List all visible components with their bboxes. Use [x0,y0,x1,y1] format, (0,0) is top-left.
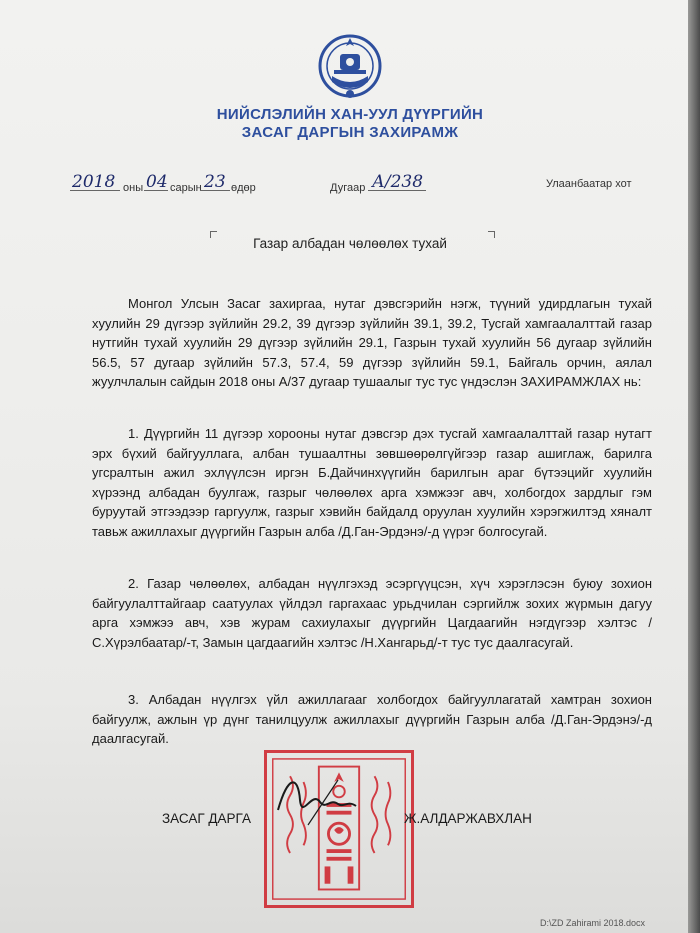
handwritten-signature [268,770,388,830]
month-label: сарын [170,182,202,194]
org-title-line1: НИЙСЛЭЛИЙН ХАН-УУЛ ДҮҮРГИЙН [216,106,484,123]
decree-meta-row [0,170,688,200]
org-title-line2: ЗАСАГ ДАРГЫН ЗАХИРАМЖ [241,124,459,141]
month-underline [144,190,168,191]
clause-2: 2. Газар чөлөөлөх, албадан нүүлгэхэд эсэргүүцсэн, хүч хэрэглэсэн буюу зохион байгуулалттайгаар саатуулах үйлдэл гаргахаас урьдчилан сэргийлж зохих жүрмын дагуу арга хэмжээ авч, хэв журам сахиулахыг дүүргийн Цагдаагийн нэгдүгээр хэлтэс /С.Хүрэлбаатар/-т, Замын цагдаагийн хэлтэс /Н.Хангарьд/-т тус тус даалгасугай. [92,576,652,650]
day-underline [200,190,230,191]
clause-1: 1. Дүүргийн 11 дүгээр хорооны нутаг дэвсгэр дэх тусгай хамгаалалттай газар нутагт эрх бүхий байгууллага, албан тушаалтны зөвшөөрөлгүйгээр газар ашиглаж, барилга угсралтын ажил эхлүүлсэн иргэн Б.Дайчинхүүгийн барилгын араг бүтээцийг хуулийн хүрээнд албадан буулгаж, газрыг чөлөөлөх арга хэмжээг авч, холбогдох зардлыг гэм буруутай этгээдээр гаргуулж, газрыг хэвийн байдалд оруулан хуулийн хэрэгжилтэд хяналт тавьж ажиллахыг дүүргийн Газрын алба /Д.Ган-Эрдэнэ/-д үүрэг болгосугай. [92,426,652,539]
signatory-name: Ж.АЛДАРЖАВХЛАН [404,811,532,826]
number-underline [368,190,426,191]
year-underline [70,190,120,191]
decree-number: А/238 [372,172,424,192]
background-edge [688,0,700,933]
decree-subject: Газар албадан чөлөөлөх тухай [253,236,447,251]
intro-paragraph: Монгол Улсын Засаг захиргаа, нутаг дэвсгэрийн нэгж, түүний удирдлагын тухай хуулийн 29 дүгээр зүйлийн 29.2, 39 дүгээр зүйлийн 39.1, 39.2, Тусгай хамгаалалттай газар нутгийн тухай хуулийн 29 дүгээр зүйлийн 29.1, Газрын тухай хуулийн 56 дугаар зүйлийн 56.5, 57 дугаар зүйлийн 57.3, 57.4, 59 дүгээр зүйлийн 59.1, Байгаль орчин, аялал жуулчлалын сайдын 2018 оны А/37 дугаар тушаалыг тус тус үндэслэн ЗАХИРАМЖЛАХ нь: [92,296,652,390]
year-label: оны [123,182,144,194]
date-day: 23 [204,172,226,192]
clause-3: 3. Албадан нүүлгэх үйл ажиллагааг холбогдох байгууллагатай хамтран зохион байгуулж, ажлын үр дүнг танилцуулж ажиллахыг дүүргийн Газрын алба /Д.Ган-Эрдэнэ/-д даалгасугай. [92,692,652,747]
state-emblem-icon [318,30,382,102]
number-label: Дугаар [330,182,366,194]
date-month: 04 [146,172,168,192]
signatory-title: ЗАСАГ ДАРГА [162,811,251,826]
date-year: 2018 [72,172,116,192]
day-label: өдөр [231,182,256,194]
city-label: Улаанбаатар хот [546,178,632,190]
file-path-footer: D:\ZD Zahirami 2018.docx [540,918,646,928]
